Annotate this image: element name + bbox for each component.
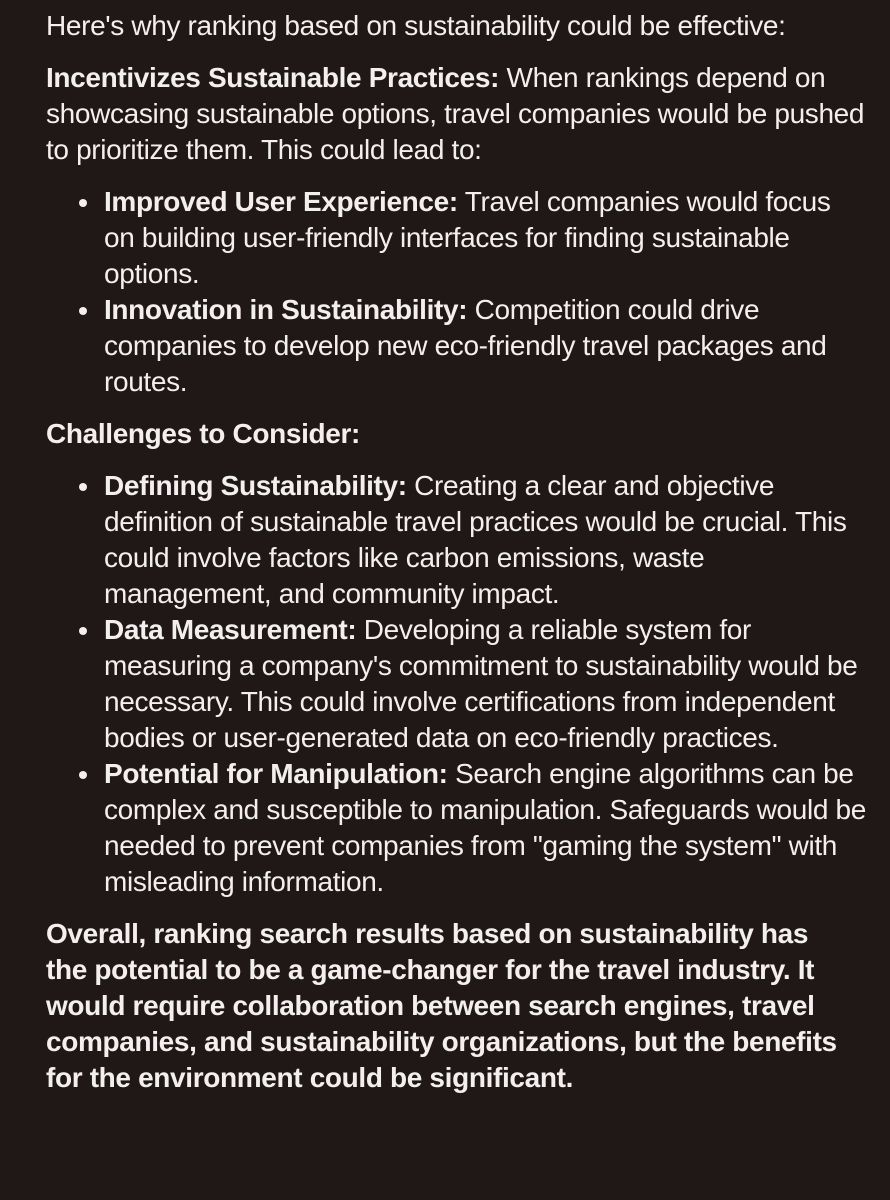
- bullet-icon: [79, 199, 87, 207]
- incentive-benefits-list: [46, 184, 866, 400]
- list-item-text: Creating a clear and objective definition of sustainable travel practices would be crucial. This could involve factors like carbon emissions, waste management, and community impact.: [104, 470, 847, 609]
- list-item-heading: Data Measurement:: [104, 614, 357, 645]
- list-item-text: Competition could drive companies to develop new eco-friendly travel packages and routes.: [104, 294, 827, 397]
- list-item: [46, 612, 866, 756]
- list-item: [46, 468, 866, 612]
- challenges-heading: Challenges to Consider:: [46, 418, 360, 449]
- challenges-list: [46, 468, 866, 900]
- list-item-text: Developing a reliable system for measuring a company's commitment to sustainability would be necessary. This could involve certifications from independent bodies or user-generated data on eco-friendly practices.: [104, 614, 858, 753]
- incentives-section: [46, 60, 866, 168]
- incentives-text: When rankings depend on showcasing sustainable options, travel companies would be pushed to prioritize them. This could lead to:: [46, 62, 865, 165]
- list-item: [46, 756, 866, 900]
- list-item-text: Travel companies would focus on building user-friendly interfaces for finding sustainable options.: [104, 186, 831, 289]
- list-item-heading: Potential for Manipulation:: [104, 758, 448, 789]
- incentives-paragraph: [46, 60, 866, 168]
- list-item-heading: Improved User Experience:: [104, 186, 458, 217]
- bullet-icon: [79, 771, 87, 779]
- challenges-section: [46, 416, 866, 452]
- incentives-heading: Incentivizes Sustainable Practices:: [46, 62, 500, 93]
- intro-text: Here's why ranking based on sustainability could be effective:: [46, 10, 786, 41]
- bullet-icon: [79, 307, 87, 315]
- list-item-heading: Defining Sustainability:: [104, 470, 407, 501]
- list-item-heading: Innovation in Sustainability:: [104, 294, 468, 325]
- bullet-icon: [79, 483, 87, 491]
- list-item-text: Search engine algorithms can be complex and susceptible to manipulation. Safeguards would be needed to prevent companies from "gaming the system" with misleading information.: [104, 758, 866, 897]
- list-item: [46, 184, 866, 292]
- list-item: [46, 292, 866, 400]
- conclusion-text: Overall, ranking search results based on sustainability has the potential to be a game-changer for the travel industry. It would require collaboration between search engines, travel companies, and sustainability organizations, but the benefits for the environment could be significant.: [46, 918, 837, 1093]
- bullet-icon: [79, 627, 87, 635]
